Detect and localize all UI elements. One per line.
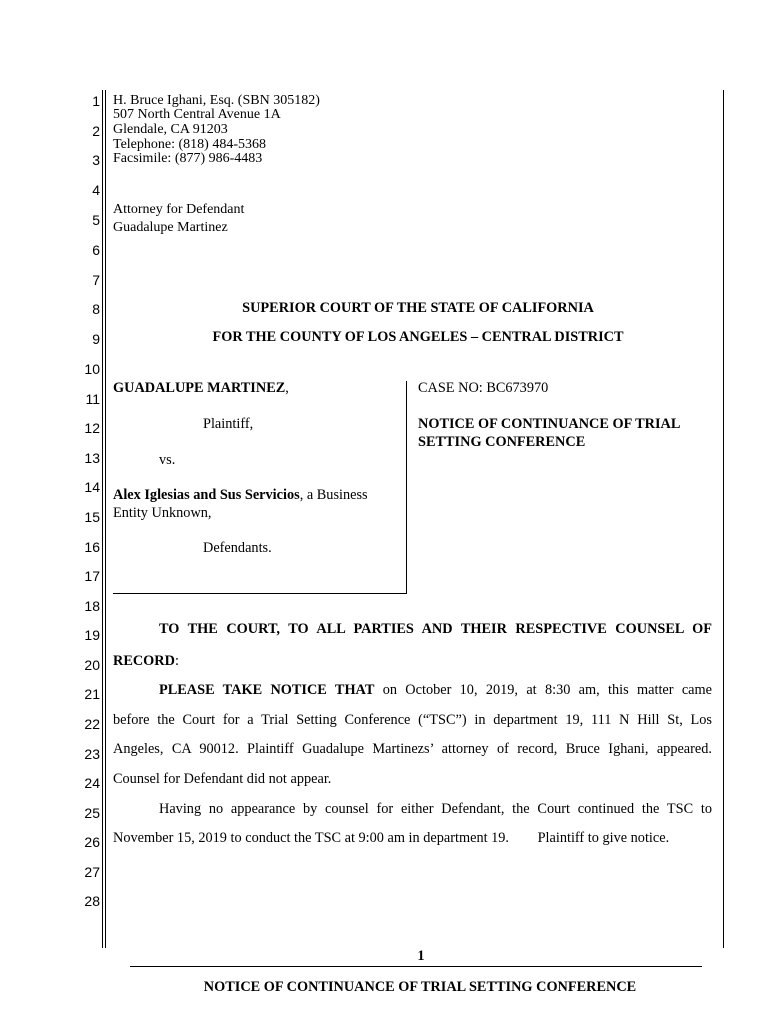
versus: vs. bbox=[159, 452, 176, 468]
paragraph-2-line-2: November 15, 2019 to conduct the TSC at 9:00 am in department 19. Plaintiff to give notice. bbox=[113, 830, 670, 846]
defendant-name: Alex Iglesias and Sus Servicios bbox=[113, 487, 300, 503]
left-margin-rule-1 bbox=[102, 90, 103, 948]
line-number: 17 bbox=[84, 568, 100, 584]
line-number: 14 bbox=[84, 479, 100, 495]
line-number: 26 bbox=[84, 834, 100, 850]
line-number: 24 bbox=[84, 775, 100, 791]
paragraph-2-line-1 bbox=[159, 801, 712, 818]
footer-title: NOTICE OF CONTINUANCE OF TRIAL SETTING CONFERENCE bbox=[203, 979, 637, 995]
line-number: 7 bbox=[92, 272, 100, 288]
attorney-name: H. Bruce Ighani, Esq. (SBN 305182) bbox=[113, 93, 320, 108]
attorney-facsimile: Facsimile: (877) 986-4483 bbox=[113, 151, 263, 166]
defendant-description: , a Business bbox=[299, 487, 368, 503]
document-title-line-2: SETTING CONFERENCE bbox=[418, 434, 586, 450]
defendant-line bbox=[113, 487, 368, 504]
line-number: 6 bbox=[92, 242, 100, 258]
line-number: 22 bbox=[84, 716, 100, 732]
caption-divider bbox=[406, 381, 407, 593]
line-number: 12 bbox=[84, 420, 100, 436]
line-number: 19 bbox=[84, 627, 100, 643]
page-number: 1 bbox=[417, 948, 425, 964]
line-number: 20 bbox=[84, 657, 100, 673]
paragraph-2-text: Having no appearance by counsel for either Defendant, the Court continued the TSC to bbox=[159, 801, 712, 817]
line-number: 2 bbox=[92, 123, 100, 139]
attorney-address-line-2: Glendale, CA 91203 bbox=[113, 122, 228, 137]
court-name: SUPERIOR COURT OF THE STATE OF CALIFORNIA bbox=[242, 300, 594, 316]
court-county: FOR THE COUNTY OF LOS ANGELES – CENTRAL DISTRICT bbox=[212, 329, 624, 345]
paragraph-1-line-2 bbox=[113, 712, 712, 729]
paragraph-1-line-1 bbox=[159, 682, 712, 699]
left-margin-rule-2 bbox=[105, 90, 106, 948]
plaintiff-role: Plaintiff, bbox=[203, 416, 254, 432]
line-number: 18 bbox=[84, 598, 100, 614]
line-number: 11 bbox=[85, 391, 100, 407]
line-number: 3 bbox=[92, 152, 100, 168]
attorney-client: Guadalupe Martinez bbox=[113, 220, 228, 235]
document-title-line-1: NOTICE OF CONTINUANCE OF TRIAL bbox=[418, 416, 681, 432]
line-number: 23 bbox=[84, 746, 100, 762]
plaintiff-line bbox=[113, 380, 289, 397]
line-number: 13 bbox=[84, 450, 100, 466]
line-number: 28 bbox=[84, 893, 100, 909]
right-margin-rule bbox=[723, 90, 724, 948]
addressee-line-1 bbox=[159, 621, 712, 638]
plaintiff-name: GUADALUPE MARTINEZ bbox=[113, 380, 286, 396]
line-number: 9 bbox=[92, 331, 100, 347]
line-number: 25 bbox=[84, 805, 100, 821]
plaintiff-comma: , bbox=[285, 380, 289, 396]
caption-bottom-rule bbox=[113, 593, 407, 594]
line-number: 1 bbox=[92, 93, 100, 109]
addressee-colon: : bbox=[174, 653, 179, 669]
line-number: 16 bbox=[84, 539, 100, 555]
line-number: 5 bbox=[92, 212, 100, 228]
line-number: 15 bbox=[84, 509, 100, 525]
addressee-record: RECORD bbox=[113, 653, 175, 669]
defendant-line-2: Entity Unknown, bbox=[113, 505, 212, 521]
line-number: 21 bbox=[84, 686, 100, 702]
attorney-address-line-1: 507 North Central Avenue 1A bbox=[113, 107, 281, 122]
attorney-telephone: Telephone: (818) 484-5368 bbox=[113, 137, 266, 152]
line-number: 4 bbox=[92, 182, 100, 198]
notice-lead: PLEASE TAKE NOTICE THAT bbox=[159, 682, 375, 698]
addressee-text: TO THE COURT, TO ALL PARTIES AND THEIR RESPECTIVE COUNSEL OF bbox=[159, 621, 712, 637]
line-number: 8 bbox=[92, 301, 100, 317]
line-number: 10 bbox=[84, 361, 100, 377]
addressee-line-2 bbox=[113, 653, 179, 670]
paragraph-1-text: Angeles, CA 90012. Plaintiff Guadalupe Martinezs’ attorney of record, Bruce Ighani, appeared. bbox=[113, 741, 712, 757]
footer-rule bbox=[130, 966, 702, 967]
defendant-role: Defendants. bbox=[203, 540, 272, 556]
case-number: CASE NO: BC673970 bbox=[418, 380, 549, 396]
paragraph-1-line-3 bbox=[113, 741, 712, 758]
paragraph-1-text: on October 10, 2019, at 8:30 am, this matter came bbox=[382, 682, 712, 698]
line-number: 27 bbox=[84, 864, 100, 880]
paragraph-1-text: before the Court for a Trial Setting Conference (“TSC”) in department 19, 111 N Hill St, Los bbox=[113, 712, 712, 728]
attorney-role: Attorney for Defendant bbox=[113, 202, 245, 217]
paragraph-1-line-4: Counsel for Defendant did not appear. bbox=[113, 771, 332, 787]
